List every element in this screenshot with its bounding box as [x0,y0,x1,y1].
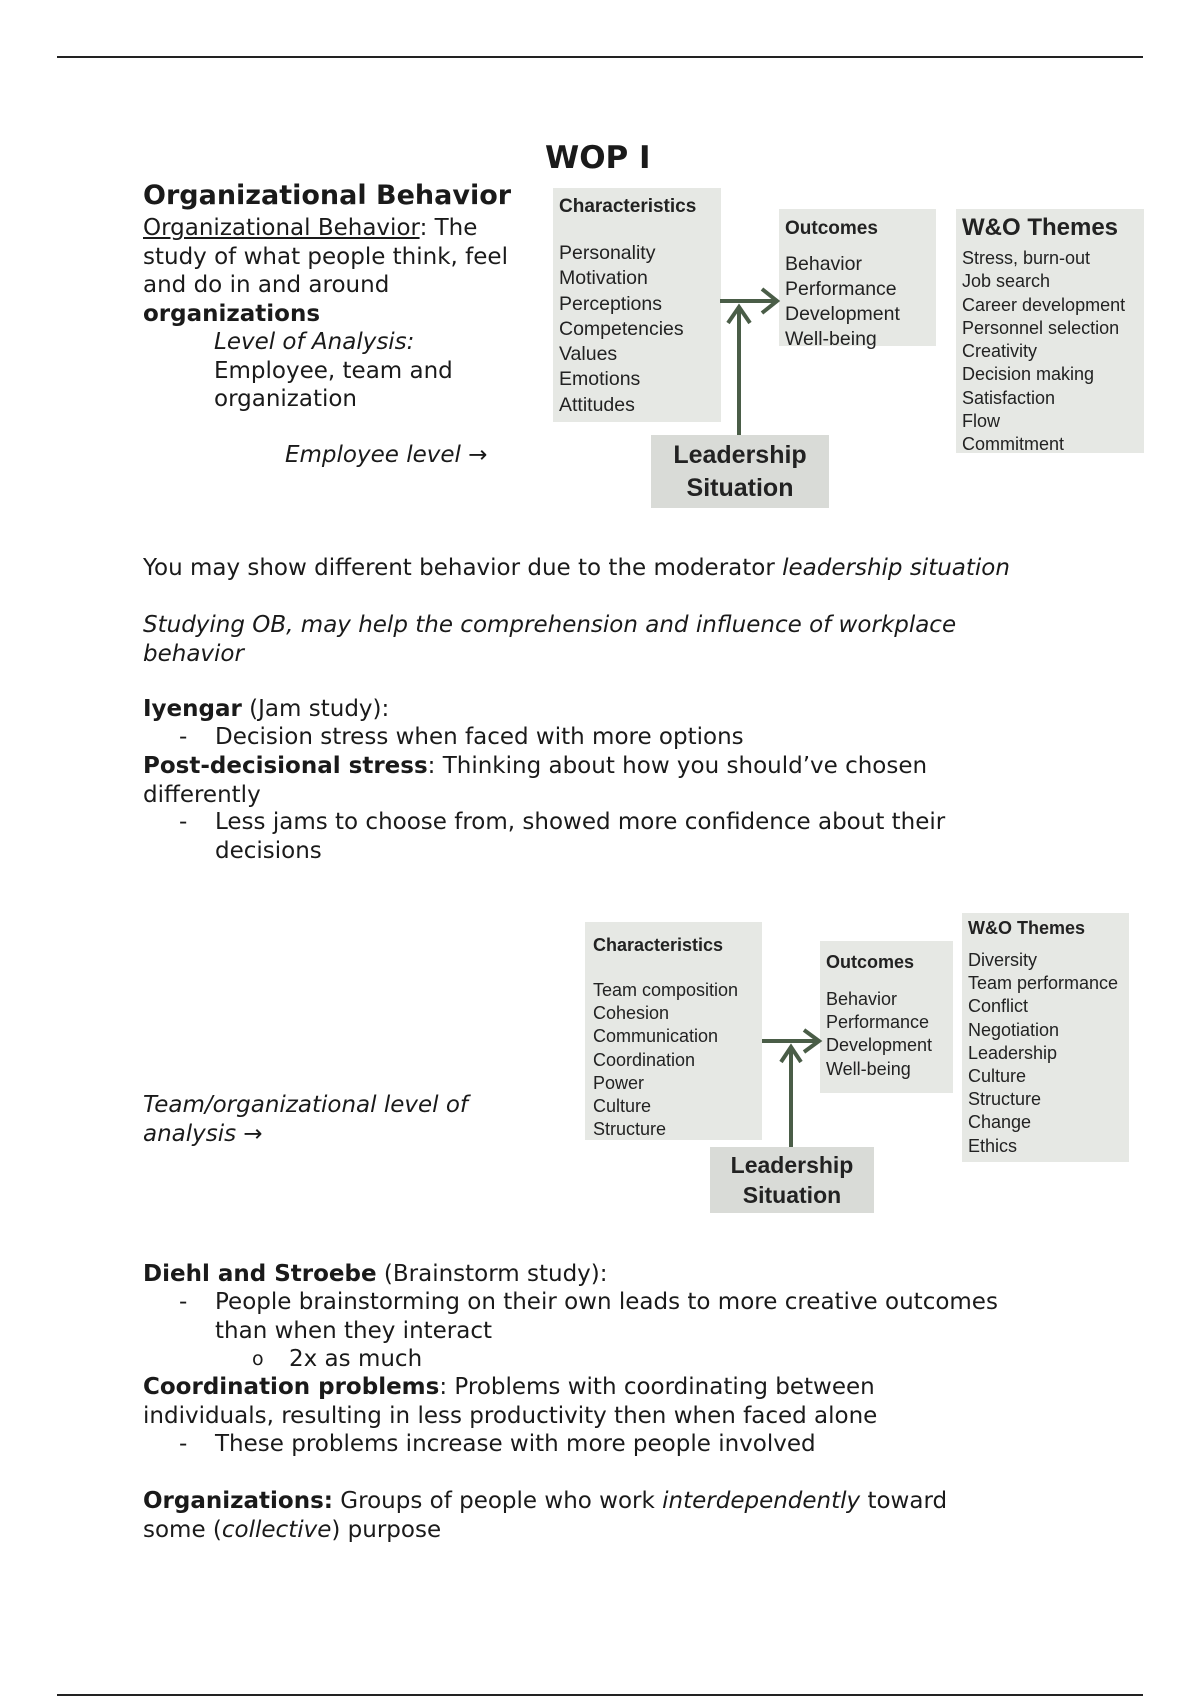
bullet-text: These problems increase with more people involved [215,1431,816,1457]
list-item: Change [968,1112,1032,1133]
outcomes-title: Outcomes [785,218,878,239]
themes-title: W&O Themes [962,214,1119,241]
diagram-employee-level [550,185,1146,510]
section-heading: Organizational Behavior [143,180,512,211]
list-item: Competencies [559,317,684,340]
diehl-study: (Brainstorm study): [376,1261,608,1287]
dash-bullet: - [179,1289,188,1315]
diagram-team-level [582,910,1132,1215]
leadership-label: Leadership [673,441,807,469]
list-item: Leadership [968,1042,1058,1063]
list-item: Ethics [968,1135,1018,1156]
characteristics-title: Characteristics [593,935,724,955]
list-item: Creativity [962,341,1038,362]
list-item: Cohesion [593,1003,670,1024]
organizations-text: toward [860,1488,948,1514]
list-item: Power [593,1072,645,1093]
circle-bullet: o [252,1348,264,1370]
iyengar-heading [143,695,389,724]
leadership-label: Leadership [730,1152,854,1178]
dash-bullet: - [179,724,188,750]
dash-bullet: - [179,1431,188,1457]
list-item: Personality [559,242,656,264]
list-item: Well-being [826,1058,911,1079]
level-label: Level of Analysis: [214,329,415,355]
organizations-italic: collective [221,1516,332,1543]
list-item: Structure [593,1119,667,1140]
organizations-term: Organizations: [143,1488,333,1514]
coordination-definition [143,1373,877,1430]
post-decisional-text: : Thinking about how you should’ve chosen [427,753,928,779]
list-item: Values [559,343,618,366]
diehl-heading [143,1260,608,1289]
organizations-text: some ( [143,1516,222,1543]
list-item: Team composition [593,980,739,1000]
list-item: Flow [962,411,1001,432]
coordination-text: individuals, resulting in less productivity then when faced alone [143,1402,878,1429]
bullet-text: People brainstorming on their own leads to more creative outcomes [215,1289,998,1315]
organizations-italic: interdependently [662,1488,861,1514]
organizations-text: ) purpose [331,1516,442,1543]
post-decisional-definition [143,752,927,809]
list-item: Negotiation [968,1019,1060,1040]
ob-definition-bold: organizations [143,300,321,327]
list-item: Structure [968,1089,1042,1110]
level-of-analysis [214,328,453,414]
coordination-text: : Problems with coordinating between [439,1374,875,1400]
leadership-situation-box [651,435,829,508]
header-rule [57,56,1143,58]
list-item: Culture [968,1066,1027,1087]
bullet-text: Less jams to choose from, showed more confidence about their [215,809,946,835]
ob-definition [143,214,508,328]
outcomes-title: Outcomes [826,952,915,972]
list-item: Coordination [593,1049,696,1070]
studying-ob-line: Studying OB, may help the comprehension and influence of workplace [143,612,957,638]
ob-definition-term: Organizational Behavior [143,215,420,241]
themes-title: W&O Themes [968,918,1086,938]
leadership-situation-box [710,1147,874,1213]
brainstorm-bullet [0,1288,1200,1346]
bullet-text: than when they interact [215,1317,493,1344]
coordination-term: Coordination problems [143,1374,440,1400]
level-line: Employee, team and [214,357,453,384]
ob-definition-line: and do in and around [143,272,390,298]
list-item: Motivation [559,267,648,290]
list-item: Satisfaction [962,387,1056,408]
list-item: Emotions [559,368,641,391]
bullet-text: decisions [215,837,322,864]
list-item: Team performance [968,973,1119,994]
team-level-label [143,1091,468,1148]
diehl-name: Diehl and Stroebe [143,1261,377,1287]
studying-ob-line: behavior [143,640,244,667]
dash-bullet: - [179,809,188,835]
list-item: Performance [826,1012,930,1033]
list-item: Communication [593,1026,719,1047]
jams-bullet [0,808,1200,866]
studying-ob-paragraph [143,611,956,668]
sub-bullet-text: 2x as much [289,1346,423,1372]
list-item: Well-being [785,328,877,350]
list-item: Behavior [826,989,898,1009]
situation-label: Situation [686,474,794,502]
moderator-paragraph [143,554,1010,583]
list-item: Attitudes [559,393,635,416]
post-decisional-term: Post-decisional stress [143,753,428,779]
post-decisional-text: differently [143,781,261,808]
diagram-arrows [550,185,1146,510]
list-item: Personnel selection [962,317,1120,338]
team-level-line: analysis → [143,1120,263,1147]
list-item: Stress, burn-out [962,248,1091,268]
list-item: Conflict [968,996,1029,1017]
ob-definition-line: study of what people think, feel [143,243,508,270]
list-item: Culture [593,1096,652,1117]
organizations-definition [143,1487,947,1544]
list-item: Job search [962,271,1051,292]
situation-label: Situation [742,1182,842,1208]
iyengar-name: Iyengar [143,696,242,722]
bullet-text: Decision stress when faced with more options [215,724,744,750]
level-line: organization [214,386,358,412]
list-item: Development [826,1035,933,1056]
characteristics-title: Characteristics [559,196,697,217]
list-item: Decision making [962,364,1095,385]
list-item: Career development [962,294,1126,315]
list-item: Perceptions [559,292,662,315]
list-item: Diversity [968,950,1038,970]
list-item: Commitment [962,434,1065,455]
footer-rule [57,1694,1143,1696]
iyengar-study: (Jam study): [241,696,390,722]
team-level-line: Team/organizational level of [143,1092,468,1118]
page-title: WOP I [545,140,651,176]
moderator-text: You may show different behavior due to the moderator [143,555,783,581]
moderator-italic: leadership situation [782,555,1010,581]
employee-level-label: Employee level → [285,442,488,468]
list-item: Development [785,303,900,325]
ob-definition-line: : The [419,215,478,241]
list-item: Behavior [785,253,862,275]
organizations-text: Groups of people who work [333,1488,663,1514]
list-item: Performance [785,278,897,300]
